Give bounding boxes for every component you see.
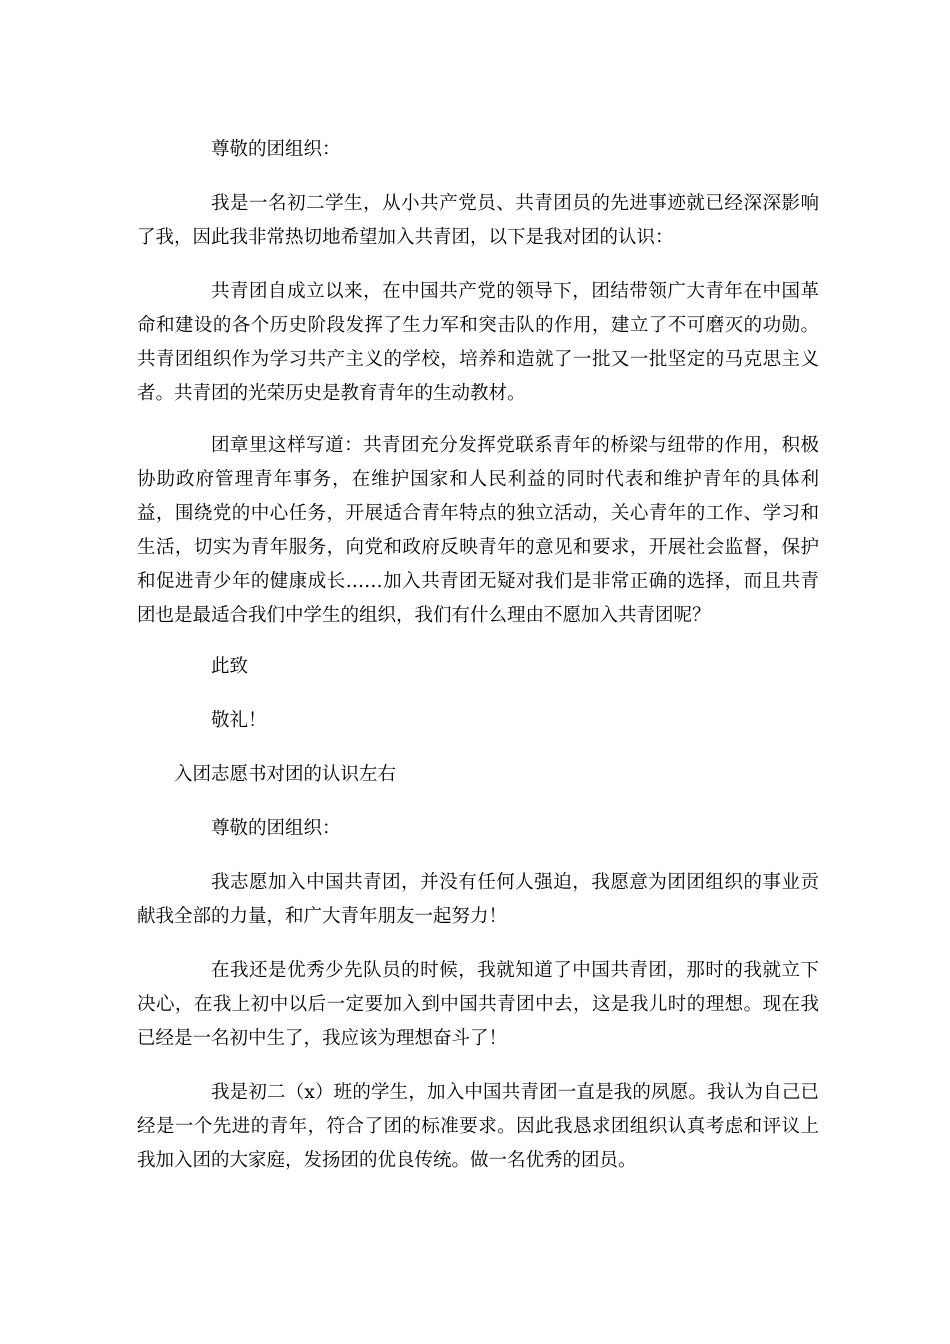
charter-paragraph: 团章里这样写道：共青团充分发挥党联系青年的桥梁与纽带的作用，积极协助政府管理青年事务，在维护国家和人民利益的同时代表和维护青年的具体利益，围绕党的中心任务，开展适合青年特点的独立活动，关心青年的工作、学习和生活，切实为青年服务，向党和政府反映青年的意见和要求，开展社会监督，保护和促进青少年的健康成长……加入共青团无疑对我们是非常正确的选择，而且共青团也是最适合我们中学生的组织，我们有什么理由不愿加入共青团呢？ [137, 435, 819, 626]
section-title: 入团志愿书对团的认识左右 [174, 764, 397, 785]
salutation-paragraph-2: 尊敬的团组织： [211, 818, 341, 839]
salutation-paragraph: 尊敬的团组织： [211, 139, 341, 160]
intro-paragraph: 我是一名初二学生，从小共产党员、共青团员的先进事迹就已经深深影响了我，因此我非常热切地希望加入共青团，以下是我对团的认识： [137, 193, 819, 248]
closing-jingli: 敬礼！ [211, 710, 267, 731]
request-paragraph: 我是初二（x）班的学生，加入中国共青团一直是我的夙愿。我认为自己已经是一个先进的青年，符合了团的标准要求。因此我恳求团组织认真考虑和评议上我加入团的大家庭，发扬团的优良传统。做一名优秀的团员。 [137, 1082, 819, 1171]
history-paragraph: 共青团自成立以来，在中国共产党的领导下，团结带领广大青年在中国革命和建设的各个历史阶段发挥了生力军和突击队的作用，建立了不可磨灭的功勋。共青团组织作为学习共产主义的学校，培养和造就了一批又一批坚定的马克思主义者。共青团的光荣历史是教育青年的生动教材。 [137, 281, 819, 404]
childhood-paragraph: 在我还是优秀少先队员的时候，我就知道了中国共青团，那时的我就立下决心，在我上初中以后一定要加入到中国共青团中去，这是我儿时的理想。现在我已经是一名初中生了，我应该为理想奋斗了！ [137, 960, 819, 1049]
closing-cizhi: 此致 [211, 656, 249, 677]
wish-paragraph: 我志愿加入中国共青团，并没有任何人强迫，我愿意为团团组织的事业贡献我全部的力量，和广大青年朋友一起努力！ [137, 872, 819, 927]
